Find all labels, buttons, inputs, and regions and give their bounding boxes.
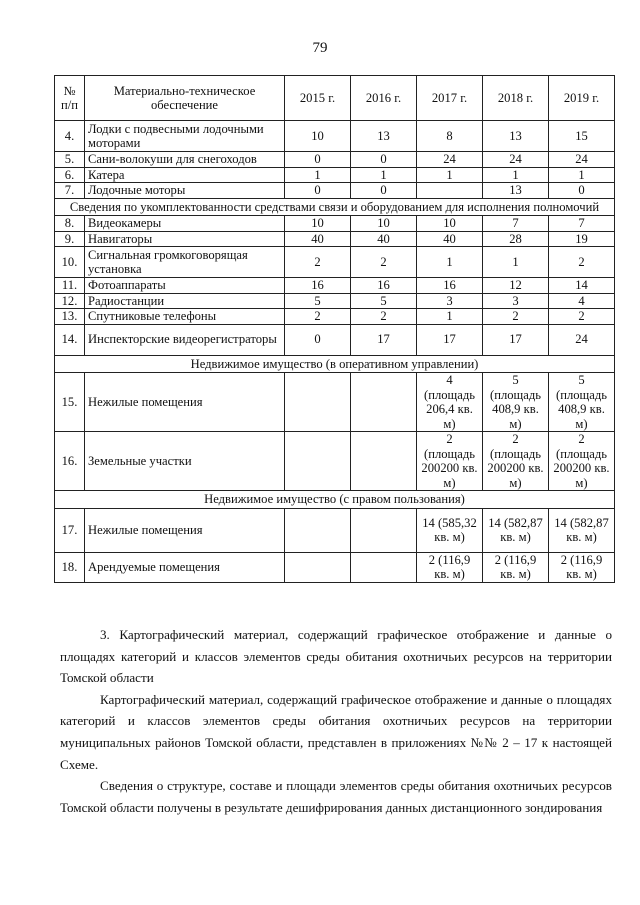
value-cell: 3 bbox=[417, 293, 483, 309]
value-cell: 4 (площадь 206,4 кв. м) bbox=[417, 373, 483, 432]
value-cell: 19 bbox=[549, 231, 615, 247]
value-cell: 1 bbox=[351, 167, 417, 183]
row-name: Фотоаппараты bbox=[85, 278, 285, 294]
paragraph: 3. Картографический материал, содержащий графическое отображение и данные о площадях категорий и классов элементов среды обитания охотничьих ресурсов на территории Томской области bbox=[60, 627, 612, 686]
value-cell: 1 bbox=[417, 309, 483, 325]
value-cell: 24 bbox=[483, 152, 549, 168]
section-title: Сведения по укомплектованности средствами связи и оборудованием для исполнения полномочий bbox=[55, 198, 615, 216]
value-cell: 0 bbox=[285, 324, 351, 355]
paragraph: Сведения о структуре, составе и площади элементов среды обитания охотничьих ресурсов Томской области получены в результате дешифрирования данных дистанционного зондирования bbox=[60, 778, 612, 815]
value-cell: 2 bbox=[351, 247, 417, 278]
row-number: 15. bbox=[55, 373, 85, 432]
value-cell: 0 bbox=[285, 152, 351, 168]
value-cell: 16 bbox=[351, 278, 417, 294]
value-cell: 1 bbox=[549, 167, 615, 183]
row-number: 5. bbox=[55, 152, 85, 168]
row-number: 11. bbox=[55, 278, 85, 294]
value-cell: 1 bbox=[417, 167, 483, 183]
value-cell bbox=[351, 552, 417, 582]
row-number: 7. bbox=[55, 183, 85, 199]
table-row bbox=[55, 293, 615, 309]
value-cell: 40 bbox=[417, 231, 483, 247]
value-cell: 40 bbox=[285, 231, 351, 247]
value-cell: 2 bbox=[483, 309, 549, 325]
row-name: Арендуемые помещения bbox=[85, 552, 285, 582]
table-row bbox=[55, 552, 615, 582]
value-cell: 0 bbox=[351, 152, 417, 168]
value-cell bbox=[285, 552, 351, 582]
row-name: Земельные участки bbox=[85, 432, 285, 491]
value-cell: 13 bbox=[483, 183, 549, 199]
row-number: 10. bbox=[55, 247, 85, 278]
value-cell: 2 bbox=[549, 309, 615, 325]
row-name: Радиостанции bbox=[85, 293, 285, 309]
value-cell: 17 bbox=[417, 324, 483, 355]
table-row bbox=[55, 309, 615, 325]
value-cell: 1 bbox=[285, 167, 351, 183]
table-row bbox=[55, 508, 615, 552]
value-cell: 0 bbox=[549, 183, 615, 199]
value-cell: 10 bbox=[351, 216, 417, 232]
value-cell: 40 bbox=[351, 231, 417, 247]
section-title: Недвижимое имущество (в оперативном управлении) bbox=[55, 355, 615, 373]
value-cell: 2 (площадь 200200 кв. м) bbox=[549, 432, 615, 491]
row-name: Лодочные моторы bbox=[85, 183, 285, 199]
row-number: 4. bbox=[55, 121, 85, 152]
header-cell: 2017 г. bbox=[417, 76, 483, 121]
value-cell: 10 bbox=[417, 216, 483, 232]
value-cell bbox=[351, 373, 417, 432]
value-cell: 2 (116,9 кв. м) bbox=[417, 552, 483, 582]
value-cell: 7 bbox=[483, 216, 549, 232]
value-cell: 0 bbox=[351, 183, 417, 199]
table-row bbox=[55, 432, 615, 491]
header-cell: 2019 г. bbox=[549, 76, 615, 121]
header-cell: 2015 г. bbox=[285, 76, 351, 121]
row-name: Видеокамеры bbox=[85, 216, 285, 232]
section-title: Недвижимое имущество (с правом пользования) bbox=[55, 491, 615, 509]
value-cell: 12 bbox=[483, 278, 549, 294]
table-row bbox=[55, 167, 615, 183]
value-cell: 4 bbox=[549, 293, 615, 309]
value-cell: 5 bbox=[351, 293, 417, 309]
value-cell bbox=[351, 508, 417, 552]
row-name: Нежилые помещения bbox=[85, 373, 285, 432]
value-cell: 8 bbox=[417, 121, 483, 152]
row-number: 12. bbox=[55, 293, 85, 309]
value-cell: 5 (площадь 408,9 кв. м) bbox=[549, 373, 615, 432]
value-cell: 14 (585,32 кв. м) bbox=[417, 508, 483, 552]
table-row bbox=[55, 183, 615, 199]
table-row bbox=[55, 373, 615, 432]
value-cell bbox=[285, 508, 351, 552]
value-cell: 5 bbox=[285, 293, 351, 309]
table-row bbox=[55, 152, 615, 168]
table-row bbox=[55, 324, 615, 355]
value-cell bbox=[285, 432, 351, 491]
value-cell: 1 bbox=[417, 247, 483, 278]
row-number: 18. bbox=[55, 552, 85, 582]
page-number: 79 bbox=[312, 40, 328, 56]
value-cell: 24 bbox=[549, 324, 615, 355]
value-cell bbox=[351, 432, 417, 491]
value-cell: 10 bbox=[285, 216, 351, 232]
value-cell: 2 bbox=[351, 309, 417, 325]
row-number: 16. bbox=[55, 432, 85, 491]
value-cell: 10 bbox=[285, 121, 351, 152]
row-name: Сигнальная громкоговорящая установка bbox=[85, 247, 285, 278]
value-cell: 24 bbox=[549, 152, 615, 168]
value-cell: 15 bbox=[549, 121, 615, 152]
row-name: Сани-волокуши для снегоходов bbox=[85, 152, 285, 168]
header-cell: 2016 г. bbox=[351, 76, 417, 121]
value-cell: 5 (площадь 408,9 кв. м) bbox=[483, 373, 549, 432]
value-cell: 14 bbox=[549, 278, 615, 294]
section-row bbox=[55, 355, 615, 373]
value-cell: 2 bbox=[549, 247, 615, 278]
value-cell: 13 bbox=[483, 121, 549, 152]
value-cell: 1 bbox=[483, 167, 549, 183]
value-cell bbox=[285, 373, 351, 432]
value-cell: 17 bbox=[351, 324, 417, 355]
table-row bbox=[55, 216, 615, 232]
value-cell bbox=[417, 183, 483, 199]
row-name: Нежилые помещения bbox=[85, 508, 285, 552]
header-cell: № п/п bbox=[55, 76, 85, 121]
value-cell: 28 bbox=[483, 231, 549, 247]
value-cell: 0 bbox=[285, 183, 351, 199]
row-name: Инспекторские видеорегистраторы bbox=[85, 324, 285, 355]
value-cell: 2 (116,9 кв. м) bbox=[483, 552, 549, 582]
section-row bbox=[55, 491, 615, 509]
value-cell: 13 bbox=[351, 121, 417, 152]
value-cell: 2 (площадь 200200 кв. м) bbox=[417, 432, 483, 491]
row-number: 6. bbox=[55, 167, 85, 183]
row-name: Катера bbox=[85, 167, 285, 183]
section-row bbox=[55, 198, 615, 216]
table-header-row bbox=[55, 76, 615, 121]
row-number: 9. bbox=[55, 231, 85, 247]
row-name: Лодки с подвесными лодочными моторами bbox=[85, 121, 285, 152]
value-cell: 3 bbox=[483, 293, 549, 309]
value-cell: 16 bbox=[417, 278, 483, 294]
value-cell: 2 bbox=[285, 247, 351, 278]
body-text bbox=[60, 624, 612, 818]
value-cell: 2 bbox=[285, 309, 351, 325]
row-name: Спутниковые телефоны bbox=[85, 309, 285, 325]
row-number: 13. bbox=[55, 309, 85, 325]
row-name: Навигаторы bbox=[85, 231, 285, 247]
value-cell: 7 bbox=[549, 216, 615, 232]
value-cell: 1 bbox=[483, 247, 549, 278]
row-number: 14. bbox=[55, 324, 85, 355]
table-row bbox=[55, 121, 615, 152]
row-number: 17. bbox=[55, 508, 85, 552]
table-row bbox=[55, 247, 615, 278]
value-cell: 14 (582,87 кв. м) bbox=[549, 508, 615, 552]
paragraph: Картографический материал, содержащий графическое отображение и данные о площадях категорий и классов элементов среды обитания охотничьих ресурсов на территории муниципальных районов Томской области, представлен в приложениях №№ 2 – 17 к настоящей Схеме. bbox=[60, 691, 612, 772]
value-cell: 14 (582,87 кв. м) bbox=[483, 508, 549, 552]
value-cell: 24 bbox=[417, 152, 483, 168]
value-cell: 2 (площадь 200200 кв. м) bbox=[483, 432, 549, 491]
header-cell: 2018 г. bbox=[483, 76, 549, 121]
header-cell: Материально-техническое обеспечение bbox=[85, 76, 285, 121]
row-number: 8. bbox=[55, 216, 85, 232]
table-row bbox=[55, 231, 615, 247]
value-cell: 2 (116,9 кв. м) bbox=[549, 552, 615, 582]
value-cell: 17 bbox=[483, 324, 549, 355]
value-cell: 16 bbox=[285, 278, 351, 294]
equipment-table bbox=[54, 75, 615, 583]
table-row bbox=[55, 278, 615, 294]
